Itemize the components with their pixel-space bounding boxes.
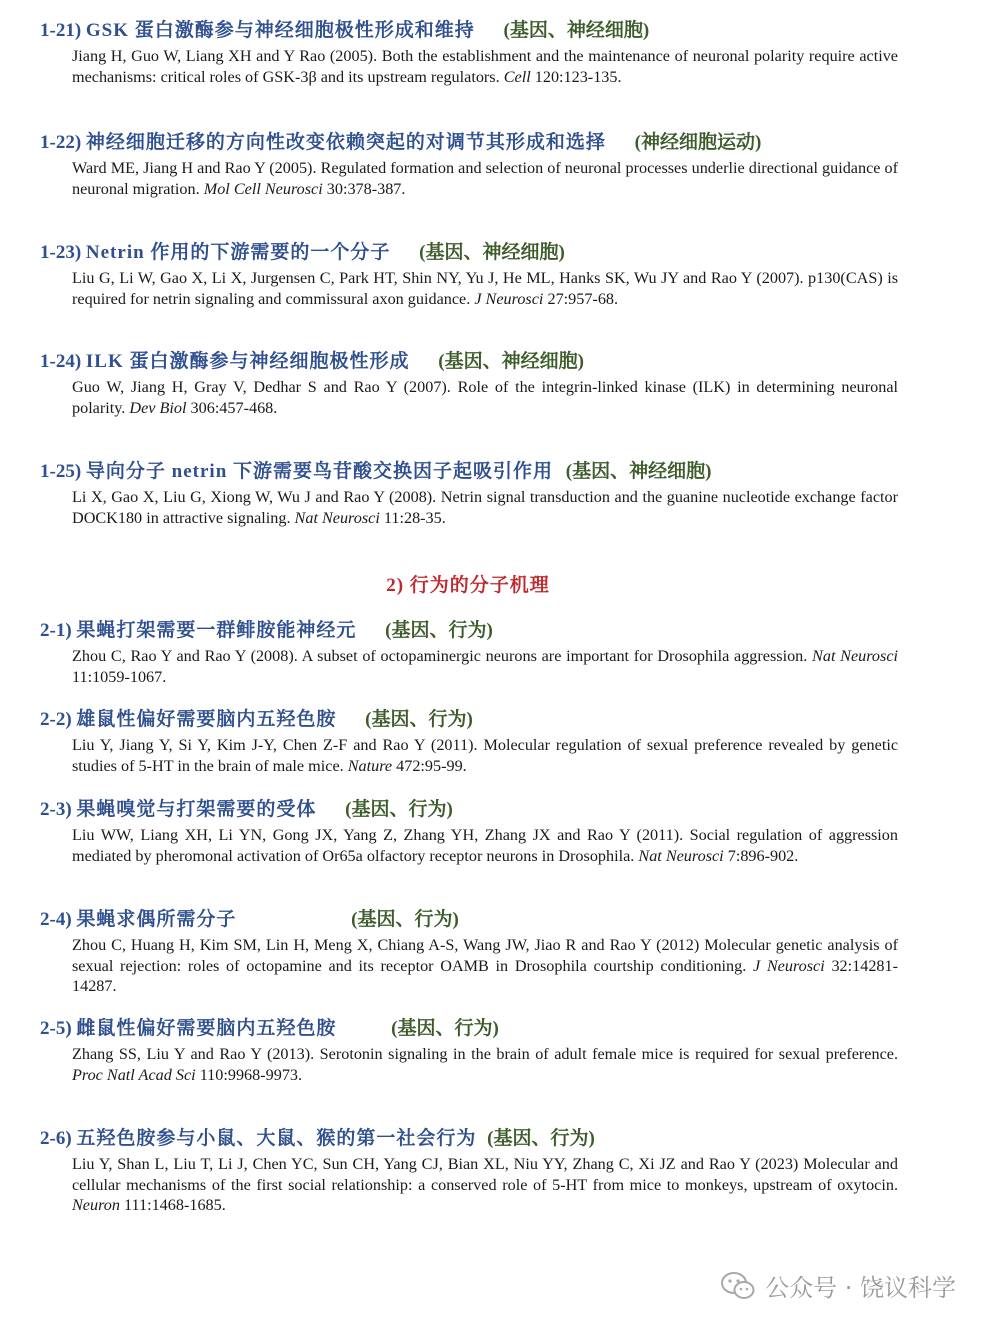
entry-title — [40, 909, 910, 931]
citation-journal: Nat Neurosci — [294, 508, 380, 527]
entry-title — [40, 620, 910, 642]
citation-journal: J Neurosci — [474, 289, 544, 308]
section-heading: 2) 行为的分子机理 — [386, 575, 550, 596]
entry-topic: GSK 蛋白激酶参与神经细胞极性形成和维持 — [85, 20, 475, 41]
entry-topic: 果蝇打架需要一群鲱胺能神经元 — [76, 620, 357, 641]
entry-title — [40, 1018, 910, 1040]
entry-tag: (基因、神经细胞) — [565, 461, 712, 482]
citation-text: Zhou C, Rao Y and Rao Y (2008). A subset of octopaminergic neurons are important for Drosophila aggression. — [72, 647, 808, 665]
wechat-icon — [721, 1271, 755, 1301]
citation-ref: 11:28-35. — [383, 508, 446, 527]
citation-text: Jiang H, Guo W, Liang XH and Y Rao (2005). Both the establishment and the maintenance of neuronal polarity require active mechanisms: critical roles of GSK-3β and its upstream regulators. — [72, 47, 898, 86]
citation-journal: Nature — [347, 756, 393, 775]
entry-tag: (基因、行为) — [391, 1018, 499, 1039]
citation-journal: Cell — [503, 67, 531, 86]
citation-ref: 30:378-387. — [326, 179, 406, 198]
entry-topic: Netrin 作用的下游需要的一个分子 — [85, 242, 391, 263]
publication-entry — [40, 1128, 910, 1216]
entry-topic: 雄鼠性偏好需要脑内五羟色胺 — [76, 709, 337, 730]
entry-citation — [72, 646, 898, 687]
entry-title — [40, 20, 910, 42]
entry-title — [40, 709, 910, 731]
entry-topic: ILK 蛋白激酶参与神经细胞极性形成 — [85, 351, 410, 372]
publication-entry — [40, 242, 910, 309]
citation-text: Liu Y, Shan L, Liu T, Li J, Chen YC, Sun CH, Yang CJ, Bian XL, Niu YY, Zhang C, Xi JZ and Rao Y (2023) Molecular and cellular mechanisms of the first social relationship: a conserved role of 5-HT from mice to monkeys, upstream of oxytocin. — [72, 1155, 898, 1194]
entry-citation — [72, 268, 898, 309]
entry-citation — [72, 487, 898, 528]
citation-text: Ward ME, Jiang H and Rao Y (2005). Regulated formation and selection of neuronal processes underlie directional guidance of neuronal migration. — [72, 159, 898, 198]
entry-tag: (基因、行为) — [385, 620, 493, 641]
entry-topic: 果蝇嗅觉与打架需要的受体 — [76, 799, 317, 820]
publication-entry — [40, 20, 910, 87]
publication-entry — [40, 799, 910, 866]
citation-journal: Neuron — [72, 1196, 120, 1214]
entry-number: 2-2) — [40, 709, 72, 730]
citation-text: Guo W, Jiang H, Gray V, Dedhar S and Rao Y (2007). Role of the integrin-linked kinase (ILK) in determining neuronal polarity. — [72, 378, 898, 417]
entry-tag: (基因、神经细胞) — [503, 20, 650, 41]
entry-citation — [72, 46, 898, 87]
citation-journal: Proc Natl Acad Sci — [72, 1065, 196, 1084]
citation-text: Zhou C, Huang H, Kim SM, Lin H, Meng X, Chiang A-S, Wang JW, Jiao R and Rao Y (2012) Molecular genetic analysis of sexual rejection: roles of octopamine and its receptor OAMB in Drosophila courtship conditioning. — [72, 936, 898, 975]
citation-journal: J Neurosci — [753, 956, 825, 975]
entry-citation — [72, 825, 898, 866]
citation-ref: 7:896-902. — [727, 846, 799, 865]
entry-number: 1-23) — [40, 242, 82, 263]
entry-citation — [72, 1154, 898, 1216]
entry-tag: (基因、神经细胞) — [438, 351, 584, 372]
entry-title — [40, 242, 910, 264]
entry-title — [40, 461, 910, 483]
citation-ref: 472:95-99. — [396, 756, 467, 775]
citation-ref: 306:457-468. — [190, 398, 278, 417]
watermark — [721, 1268, 956, 1303]
citation-ref: 32:14281-14287. — [72, 956, 898, 995]
publication-entry — [40, 132, 910, 199]
entry-topic: 导向分子 netrin 下游需要鸟苷酸交换因子起吸引作用 — [85, 461, 554, 482]
citation-ref: 111:1468-1685. — [124, 1196, 226, 1214]
entry-tag: (基因、神经细胞) — [419, 242, 565, 263]
publication-entry — [40, 351, 910, 418]
publication-entry — [40, 909, 910, 997]
citation-ref: 27:957-68. — [547, 289, 619, 308]
citation-text: Liu G, Li W, Gao X, Li X, Jurgensen C, Park HT, Shin NY, Yu J, He ML, Hanks SK, Wu JY and Rao Y (2007). p130(CAS) is required for netrin signaling and commissural axon guidance. — [72, 269, 898, 308]
citation-journal: Dev Biol — [129, 398, 187, 417]
citation-journal: Mol Cell Neurosci — [203, 179, 323, 198]
entry-number: 2-3) — [40, 799, 72, 820]
citation-ref: 11:1059-1067. — [72, 667, 167, 686]
publication-entry — [40, 709, 910, 776]
entry-topic: 雌鼠性偏好需要脑内五羟色胺 — [76, 1018, 337, 1039]
entry-number: 2-1) — [40, 620, 72, 641]
entry-number: 2-5) — [40, 1018, 72, 1039]
entry-number: 1-22) — [40, 132, 82, 153]
citation-text: Li X, Gao X, Liu G, Xiong W, Wu J and Rao Y (2008). Netrin signal transduction and the guanine nucleotide exchange factor DOCK180 in attractive signaling. — [72, 488, 898, 527]
entry-number: 2-6) — [40, 1128, 72, 1149]
entry-number: 1-24) — [40, 351, 82, 372]
entry-tag: (基因、行为) — [351, 909, 459, 930]
entry-title — [40, 799, 910, 821]
citation-journal: Nat Neurosci — [812, 647, 899, 665]
entry-title — [40, 1128, 910, 1150]
entry-citation — [72, 735, 898, 776]
watermark-text: 公众号 · 饶议科学 — [765, 1274, 956, 1302]
entry-tag: (神经细胞运动) — [634, 132, 762, 153]
entry-tag: (基因、行为) — [365, 709, 473, 730]
entry-topic: 果蝇求偶所需分子 — [76, 909, 237, 930]
entry-title — [40, 351, 910, 373]
publication-entry — [40, 620, 910, 687]
citation-journal: Nat Neurosci — [638, 846, 724, 865]
entry-citation — [72, 377, 898, 418]
publication-entry — [40, 1018, 910, 1085]
entry-citation — [72, 1044, 898, 1085]
citation-ref: 110:9968-9973. — [199, 1065, 303, 1084]
entry-tag: (基因、行为) — [487, 1128, 595, 1149]
citation-ref: 120:123-135. — [534, 67, 622, 86]
citation-text: Liu Y, Jiang Y, Si Y, Kim J-Y, Chen Z-F and Rao Y (2011). Molecular regulation of sexual preference revealed by genetic studies of 5-HT in the brain of male mice. — [72, 736, 898, 775]
citation-text: Liu WW, Liang XH, Li YN, Gong JX, Yang Z, Zhang YH, Zhang JX and Rao Y (2011). Social regulation of aggression mediated by pheromonal activation of Or65a olfactory receptor neurons in Drosophila. — [72, 826, 898, 865]
entry-citation — [72, 158, 898, 199]
publication-entry — [40, 461, 910, 528]
citation-text: Zhang SS, Liu Y and Rao Y (2013). Serotonin signaling in the brain of adult female mice is required for sexual preference. — [72, 1045, 898, 1063]
entry-title — [40, 132, 910, 154]
entry-topic: 神经细胞迁移的方向性改变依赖突起的对调节其形成和选择 — [85, 132, 606, 153]
entry-number: 2-4) — [40, 909, 72, 930]
entry-number: 1-25) — [40, 461, 82, 482]
entry-topic: 五羟色胺参与小鼠、大鼠、猴的第一社会行为 — [76, 1128, 477, 1149]
entry-tag: (基因、行为) — [345, 799, 453, 820]
entry-number: 1-21) — [40, 20, 82, 41]
entry-citation — [72, 935, 898, 997]
